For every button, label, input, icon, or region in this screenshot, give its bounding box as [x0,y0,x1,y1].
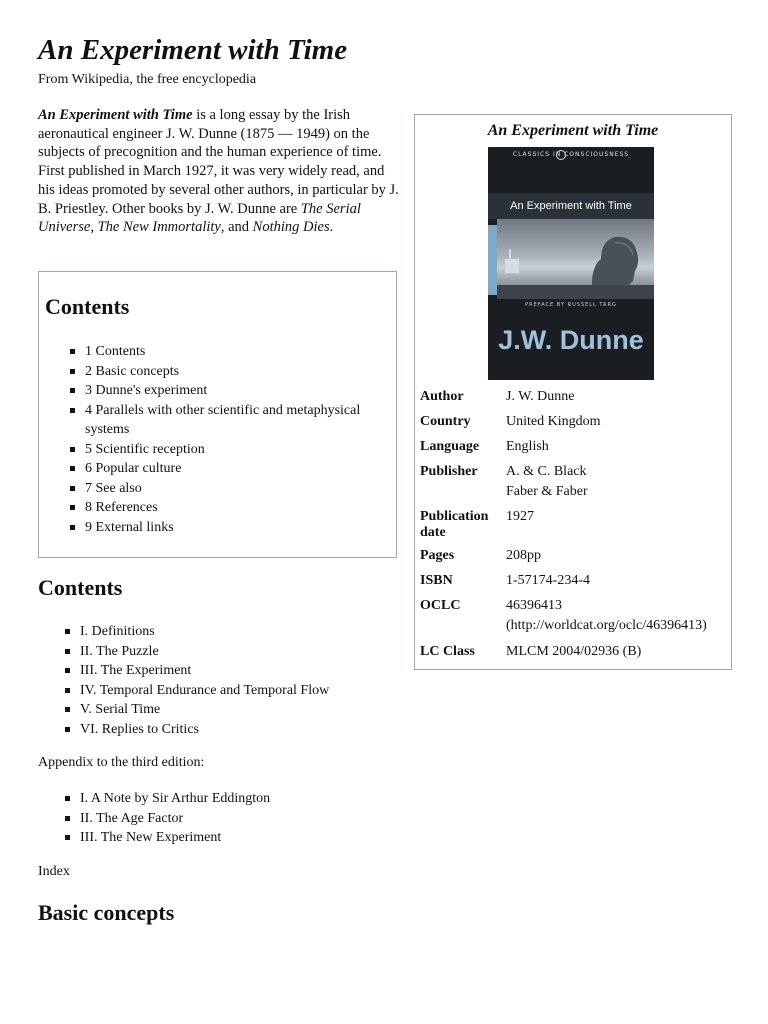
chapter-item: VI. Replies to Critics [62,720,392,740]
toc-item[interactable]: 1 Contents [67,342,377,362]
book-link-new-immortality[interactable]: The New Immortality [97,219,221,236]
info-value: United Kingdom [506,414,601,429]
info-value[interactable]: 1-57174-234-4 [506,573,590,588]
index-label: Index [38,864,70,879]
appendix-item: III. The New Experiment [62,828,392,848]
chapter-list [62,622,392,739]
info-value: J. W. Dunne [506,389,575,404]
cover-title-text: An Experiment with Time [510,200,632,212]
book-link-serial-universe[interactable]: The Serial Universe [38,200,361,236]
page-subtitle: From Wikipedia, the free encyclopedia [38,72,257,87]
info-label: LC Class [420,644,475,659]
cover-author-text: J.W. Dunne [498,325,644,355]
book-link-nothing-dies[interactable]: Nothing Dies [252,219,330,236]
toc-item[interactable]: 5 Scientific reception [67,440,377,460]
info-value: 208pp [506,548,541,563]
basic-concepts-heading: Basic concepts [38,900,175,925]
info-value[interactable]: 46396413 (http://worldcat.org/oclc/46396413) [506,598,707,633]
infobox-caption: An Experiment with Time [487,122,659,139]
info-label: Publication date [420,509,489,540]
cover-stripe [488,225,497,295]
chapter-item: IV. Temporal Endurance and Temporal Flow [62,681,392,701]
toc-item[interactable]: 4 Parallels with other scientific and metaphysical systems [67,401,377,440]
intro-sep: , and [220,219,253,236]
toc-item[interactable]: 8 References [67,498,377,518]
intro-bold-title: An Experiment with Time [38,107,193,123]
toc-item[interactable]: 2 Basic concepts [67,362,377,382]
contents-heading: Contents [38,575,123,600]
appendix-item: I. A Note by Sir Arthur Eddington [62,789,392,809]
toc-item[interactable]: 3 Dunne's experiment [67,381,377,401]
book-cover-image[interactable] [488,147,654,380]
info-label: Publisher [420,464,478,479]
toc-item[interactable]: 9 External links [67,518,377,538]
page-title: An Experiment with Time [38,34,348,66]
chapter-item: II. The Puzzle [62,642,392,662]
intro-paragraph [38,106,400,237]
info-value: MLCM 2004/02936 (B) [506,644,642,659]
toc-title: Contents [45,294,130,319]
info-label: ISBN [420,573,453,588]
info-label: Country [420,414,471,429]
appendix-item: II. The Age Factor [62,809,392,829]
appendix-list [62,789,392,848]
chapter-item: III. The Experiment [62,661,392,681]
info-label: Pages [420,548,455,563]
info-label: OCLC [420,598,461,613]
intro-sep: , [90,219,98,236]
table-of-contents [38,271,397,558]
chapter-item: I. Definitions [62,622,392,642]
info-value: A. & C. Black Faber & Faber [506,464,588,499]
infobox [414,114,732,670]
cover-artwork [497,219,654,299]
toc-list [67,342,377,537]
info-label: Author [420,389,464,404]
info-value: English [506,439,549,454]
appendix-label: Appendix to the third edition: [38,755,205,770]
cover-series-text: CLASSICS IN CONSCIOUSNESS [512,151,630,158]
intro-text: is a long essay by the Irish aeronautical engineer J. W. Dunne (1875 — 1949) on the subjects of precognition and the human experience of time. First published in March 1927, it was very widely read, and his ideas promoted by several other authors, in particular by J. B. Priestley. Other books by J. W. Dunne are [38,107,399,217]
cover-preface-text: PREFACE BY RUSSELL TARG [525,302,617,308]
info-value: 1927 [506,509,534,524]
intro-end: . [329,219,334,236]
info-label: Language [420,439,480,454]
chapter-item: V. Serial Time [62,700,392,720]
toc-item[interactable]: 7 See also [67,479,377,499]
toc-item[interactable]: 6 Popular culture [67,459,377,479]
